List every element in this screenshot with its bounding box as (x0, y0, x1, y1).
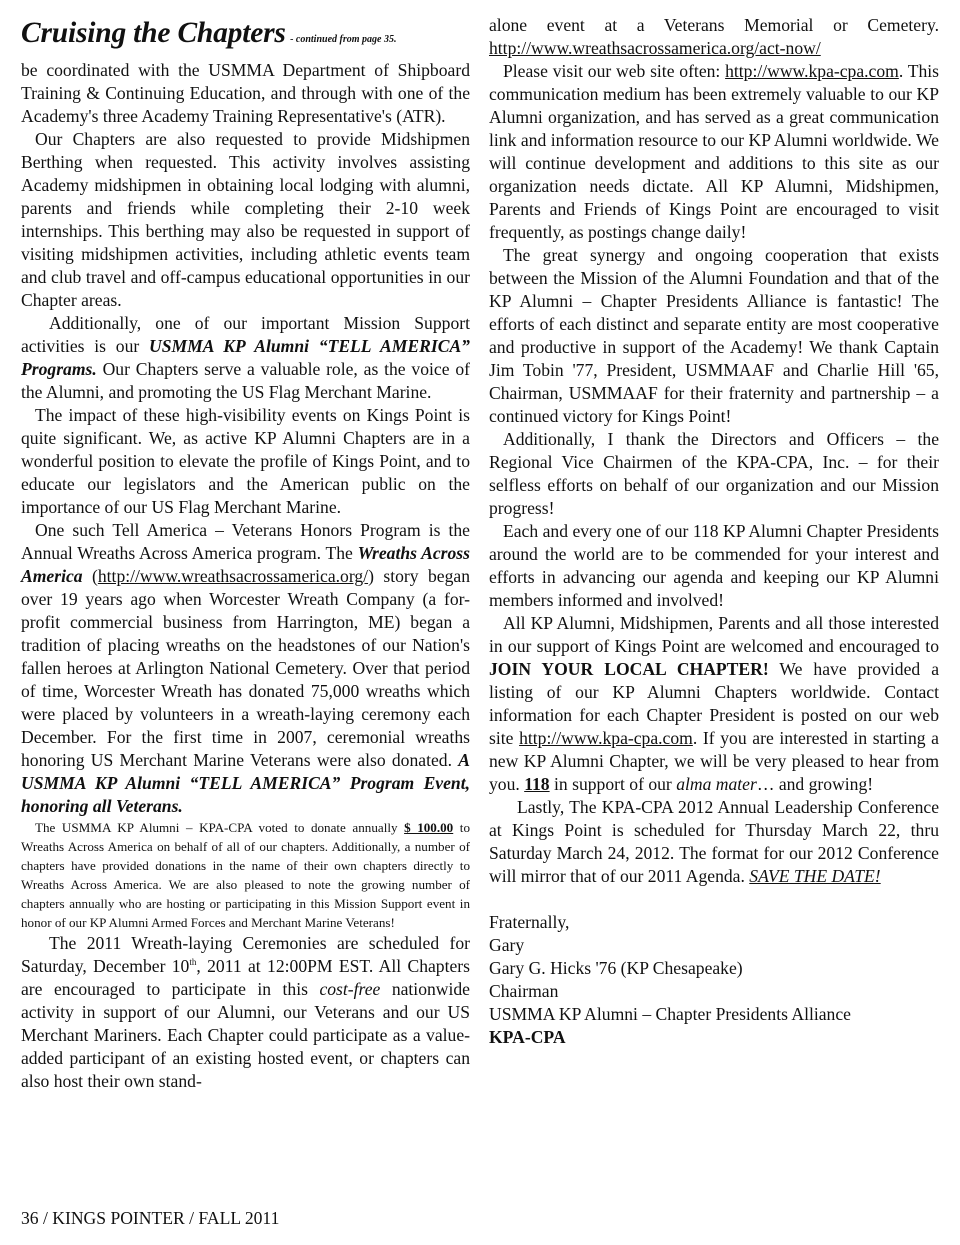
join-local-chapter: JOIN YOUR LOCAL CHAPTER! (489, 659, 769, 679)
wreaths-website-link[interactable]: http://www.wreathsacrossamerica.org/ (97, 566, 369, 586)
left-paragraph-2: Our Chapters are also requested to provide Midshipmen Berthing when requested. This activity involves assisting Academy midshipmen in obtaining local lodging with alumni, parents and friends while completing their 2-10 week internships. This berthing may also be requested in support of visiting midshipmen activities, including athletic events team and club travel and off-campus educational opportunities in our Chapter areas. (21, 129, 470, 310)
donation-amount: $ 100.00 (404, 820, 454, 835)
wreaths-across-america-name: Wreaths Across America (21, 543, 470, 586)
article-title: Cruising the Chapters (21, 17, 286, 49)
right-paragraph-7: Lastly, The KPA-CPA 2012 Annual Leadership Conference at Kings Point is scheduled for Thursday March 22, thru Saturday March 24, 2012. The format for our 2012 Conference will mirror that of our 2011 Agenda. SAVE THE DATE! (489, 797, 939, 886)
act-now-link[interactable]: http://www.wreathsacrossamerica.org/act-now/ (489, 38, 821, 58)
alma-mater-text: alma mater (676, 774, 757, 794)
signer-organization: USMMA KP Alumni – Chapter Presidents Alliance (489, 1004, 851, 1024)
right-paragraph-4: Additionally, I thank the Directors and Officers – the Regional Vice Chairmen of the KPA-CPA, Inc. – for their selfless efforts on behalf of our organization and our Mission progress! (489, 429, 939, 518)
signer-organization-short: KPA-CPA (489, 1027, 566, 1047)
right-paragraph-1: alone event at a Veterans Memorial or Cemetery. http://www.wreathsacrossamerica.org/act-now/ (489, 15, 939, 58)
chapter-count: 118 (524, 774, 550, 794)
spacer (489, 888, 939, 911)
salutation: Fraternally, (489, 912, 570, 932)
save-the-date: SAVE THE DATE! (749, 866, 881, 886)
tell-america-event: A USMMA KP Alumni “TELL AMERICA” Program Event, honoring all Veterans. (21, 750, 470, 816)
right-paragraph-6: All KP Alumni, Midshipmen, Parents and all those interested in our support of Kings Point are welcomed and encouraged to JOIN YOUR LOCAL CHAPTER! We have provided a listing of our KP Alumni Chapters worldwide. Contact information for each Chapter President is posted on our web site http://www.kpa-cpa.com. If you are interested in starting a new KP Alumni Chapter, we will be very pleased to hear from you. 118 in support of our alma mater… and growing! (489, 613, 940, 794)
date-superscript: th (189, 957, 197, 968)
left-paragraph-7: The 2011 Wreath-laying Ceremonies are scheduled for Saturday, December 10th, 2011 at 12:00PM EST. All Chapters are encouraged to participate in this cost-free nationwide activity in support of our Alumni, our Veterans and our US Merchant Mariners. Each Chapter could participate as a value-added participant of an existing hosted event, or chapters can also host their own stand- (21, 933, 470, 1091)
left-paragraph-4: The impact of these high-visibility events on Kings Point is quite significant. We, as active KP Alumni Chapters are in a wonderful position to elevate the profile of Kings Point, and to educate our legislators and the American public on the importance of our US Flag Merchant Marine. (21, 405, 470, 517)
cost-free-text: cost-free (319, 979, 381, 999)
continued-note: - continued from page 35. (290, 34, 397, 45)
left-paragraph-3: Additionally, one of our important Mission Support activities is our USMMA KP Alumni “TELL AMERICA” Programs. Our Chapters serve a valuable role, as the voice of the Alumni, and promoting the US Flag Merchant Marine. (21, 313, 470, 402)
right-column (489, 14, 939, 1049)
page-footer: 36 / KINGS POINTER / FALL 2011 (21, 1208, 280, 1228)
left-paragraph-1: be coordinated with the USMMA Department of Shipboard Training & Continuing Education, and through with one of the Academy's three Academy Training Representative's (ATR). (21, 60, 470, 126)
left-paragraph-5: One such Tell America – Veterans Honors Program is the Annual Wreaths Across America program. The Wreaths Across America (http://www.wreathsacrossamerica.org/) story began over 19 years ago when Worcester Wreath Company (a for-profit commercial business from Harrington, ME) began a tradition of placing wreaths on the headstones of our Nation's fallen heroes at Arlington National Cemetery. Over that period of time, Worcester Wreath has donated 75,000 wreaths which were placed by volunteers in a wreath-laying ceremony each December. For the first time in 2007, ceremonial wreaths honoring US Merchant Marine Veterans were also donated. A USMMA KP Alumni “TELL AMERICA” Program Event, honoring all Veterans. (21, 520, 470, 816)
tell-america-programs: USMMA KP Alumni “TELL AMERICA” Programs. (21, 336, 470, 379)
kpa-cpa-website-link[interactable]: http://www.kpa-cpa.com (725, 61, 899, 81)
article-header (21, 14, 470, 59)
signer-first-name: Gary (489, 935, 525, 955)
right-paragraph-2: Please visit our web site often: http://www.kpa-cpa.com. This communication medium has been extremely valuable to our KP Alumni organization, and has served as a great communication link and information resource to our KP Alumni worldwide. We will continue development and additions to this site as our organization needs dictate. All KP Alumni, Midshipmen, Parents and Friends of Kings Point are encouraged to visit frequently, as postings change daily! (489, 61, 939, 242)
right-paragraph-3: The great synergy and ongoing cooperation that exists between the Mission of the Alumni Foundation and that of the KP Alumni – Chapter Presidents Alliance is fantastic! The efforts of each distinct and separate entity are most cooperative and productive in support of the Academy! We thank Captain Jim Tobin '77, President, USMMAAF and Charlie Hill '65, Chairman, USMMAAF for their fraternity and partnership – a continued victory for Kings Point! (489, 245, 939, 426)
right-paragraph-5: Each and every one of our 118 KP Alumni Chapter Presidents around the world are to be commended for your interest and efforts in advancing our agenda and keeping our KP Alumni members informed and involved! (489, 521, 939, 610)
chapters-website-link[interactable]: http://www.kpa-cpa.com (519, 728, 693, 748)
signature-block (489, 911, 939, 1049)
signer-full-name: Gary G. Hicks '76 (KP Chesapeake) (489, 958, 743, 978)
left-column (21, 14, 470, 1093)
left-paragraph-6: The USMMA KP Alumni – KPA-CPA voted to donate annually $ 100.00 to Wreaths Across America on behalf of all of our chapters. Additionally, a number of chapters have provided donations in the name of their own chapters directly to Wreaths Across America. We are also pleased to note the growing number of chapters annually who are hosting or participating in this Mission Support event in honor of our KP Alumni Armed Forces and Merchant Marine Veterans! (21, 820, 470, 930)
signer-role: Chairman (489, 981, 559, 1001)
